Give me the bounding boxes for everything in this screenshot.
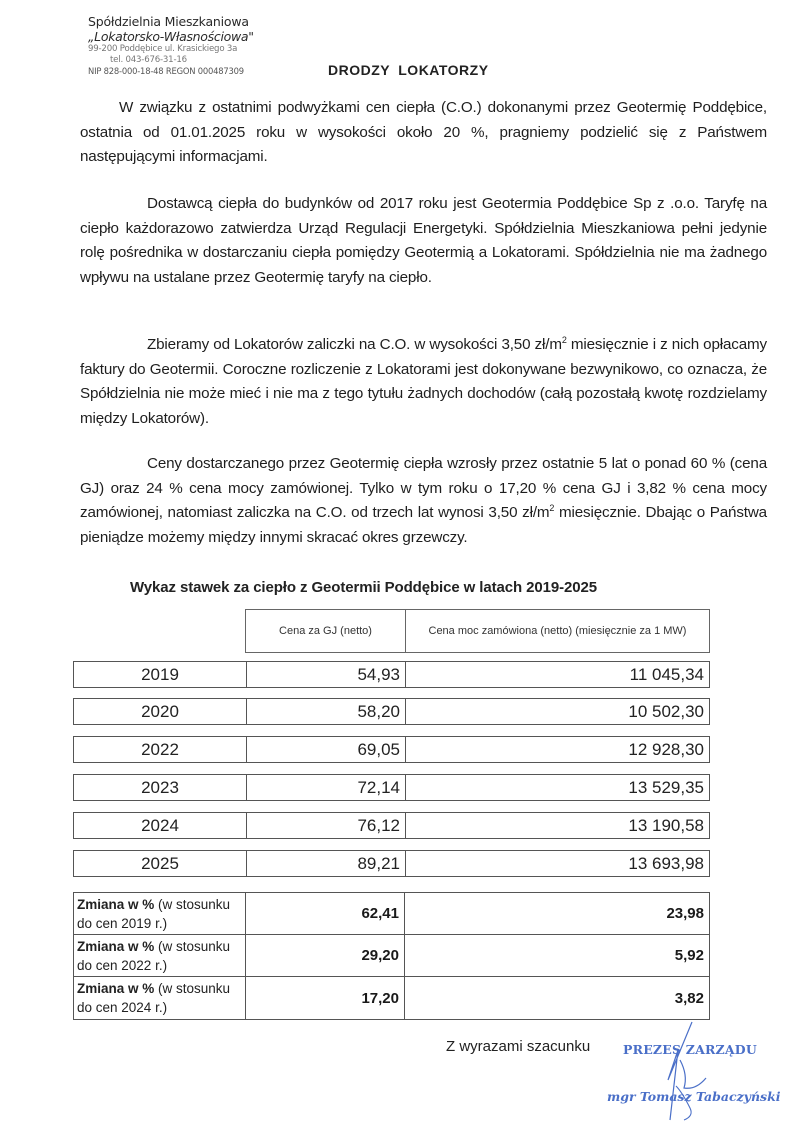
paragraph-1-text: W związku z ostatnimi podwyżkami cen ciepła (C.O.) dokonanymi przez Geotermię Poddębice, ostatnia od 01.01.2025 roku w wysokości około 20 %, pragniemy podzielić się z Państwem następującymi informacjami. xyxy=(80,99,767,165)
phone: tel. 043-676-31-16 xyxy=(110,55,187,65)
change-label xyxy=(74,893,246,934)
paragraph-3-part-a: Zbieramy od Lokatorów zaliczki na C.O. w wysokości 3,50 zł/m xyxy=(147,336,562,353)
gj-price-cell: 89,21 xyxy=(247,851,406,876)
table-title: Wykaz stawek za ciepło z Geotermii Poddębice w latach 2019-2025 xyxy=(130,579,597,596)
paragraph-4-text xyxy=(80,452,767,550)
year-cell: 2023 xyxy=(74,775,247,800)
change-gj-cell: 62,41 xyxy=(246,893,405,934)
change-mw-cell: 23,98 xyxy=(666,905,704,922)
change-label-rest: (w stosunku do cen 2019 r.) xyxy=(77,897,231,931)
table-row xyxy=(73,698,710,725)
year-cell: 2025 xyxy=(74,851,247,876)
table-header xyxy=(245,609,710,653)
superscript: 2 xyxy=(549,503,555,513)
mw-price-cell: 12 928,30 xyxy=(628,739,704,759)
paragraph-4-part-a: Ceny dostarczanego przez Geotermię ciepła wzrosły przez ostatnie 5 lat o ponad 60 % (cena GJ) oraz 24 % cena mocy zamówionej. Tylko w tym roku o 17,20 % cena GJ i 3,82 % cena mocy zamówionej, natomiast zaliczka na C.O. od trzech lat wynosi 3,50 zł/m xyxy=(80,455,767,521)
mw-price-cell: 13 190,58 xyxy=(628,815,704,835)
change-label-rest: (w stosunku do cen 2024 r.) xyxy=(77,981,231,1015)
change-label xyxy=(74,935,246,976)
paragraph-2-text: Dostawcą ciepła do budynków od 2017 roku jest Geotermia Poddębice Sp z .o.o. Taryfę na ciepło każdorazowo zatwierdza Urząd Regulacji Energetyki. Spółdzielnia Mieszkaniowa pełni jedynie rolę pośrednika w dostarczaniu ciepła pomiędzy Geotermią a Lokatorami. Spółdzielnia nie ma żadnego wpływu na ustalane przez Geotermię taryfy na ciepło. xyxy=(80,195,767,286)
superscript: 2 xyxy=(561,335,567,345)
letter-title: DRODZY LOKATORZY xyxy=(328,62,489,78)
header-gj-price: Cena za GJ (netto) xyxy=(246,610,406,652)
paragraph-2 xyxy=(80,192,767,290)
stamp-name: mgr Tomasz Tabaczyński xyxy=(607,1089,781,1104)
change-row xyxy=(74,935,709,977)
year-cell: 2022 xyxy=(74,737,247,762)
cooperative-name: Spółdzielnia Mieszkaniowa xyxy=(88,14,249,29)
table-row xyxy=(73,774,710,801)
signature-icon xyxy=(640,1020,720,1123)
paragraph-3-part-b: miesięcznie i z nich opłacamy faktury do Geotermii. Coroczne rozliczenie z Lokatorami jest dokonywane bezwynikowo, co oznacza, że Spółdzielnia nie może mieć i nie ma z tego tytułu żadnych dochodów (całą pozostałą kwotę rozdzielamy między Lokatorów). xyxy=(80,336,767,427)
table-row xyxy=(73,812,710,839)
change-label xyxy=(74,977,246,1019)
table-row xyxy=(73,736,710,763)
header-mw-price: Cena moc zamówiona (netto) (miesięcznie za 1 MW) xyxy=(428,625,687,637)
change-gj-cell: 29,20 xyxy=(246,935,405,976)
address: 99-200 Poddębice ul. Krasickiego 3a xyxy=(88,44,238,54)
year-cell: 2020 xyxy=(74,699,247,724)
closing-phrase: Z wyrazami szacunku xyxy=(446,1038,591,1055)
change-mw-cell: 5,92 xyxy=(674,947,704,964)
stamp-role: PREZES ZARZĄDU xyxy=(623,1042,757,1057)
tax-ids: NIP 828-000-18-48 REGON 000487309 xyxy=(88,66,244,76)
paragraph-1 xyxy=(80,96,767,170)
change-gj-cell: 17,20 xyxy=(246,977,405,1019)
letterhead xyxy=(88,14,278,77)
mw-price-cell: 13 693,98 xyxy=(628,853,704,873)
change-table xyxy=(73,892,710,1020)
change-row xyxy=(74,977,709,1019)
paragraph-4-part-b: miesięcznie. Dbając o Państwa pieniądze możemy między innymi skracać okres grzewczy. xyxy=(80,504,767,546)
gj-price-cell: 54,93 xyxy=(247,662,406,687)
table-row xyxy=(73,850,710,877)
gj-price-cell: 76,12 xyxy=(247,813,406,838)
paragraph-3 xyxy=(80,333,767,431)
change-mw-cell: 3,82 xyxy=(674,989,704,1007)
change-label-bold: Zmiana w % xyxy=(77,981,155,996)
year-cell: 2019 xyxy=(74,662,247,687)
cooperative-subname: „Lokatorsko-Własnościowa" xyxy=(88,29,254,44)
change-label-bold: Zmiana w % xyxy=(77,939,155,954)
paragraph-3-text xyxy=(80,333,767,431)
gj-price-cell: 58,20 xyxy=(247,699,406,724)
mw-price-cell: 10 502,30 xyxy=(628,701,704,721)
table-row xyxy=(73,661,710,688)
mw-price-cell: 11 045,34 xyxy=(629,664,704,684)
gj-price-cell: 69,05 xyxy=(247,737,406,762)
change-label-bold: Zmiana w % xyxy=(77,897,155,912)
change-row xyxy=(74,893,709,935)
gj-price-cell: 72,14 xyxy=(247,775,406,800)
year-cell: 2024 xyxy=(74,813,247,838)
paragraph-4 xyxy=(80,452,767,550)
mw-price-cell: 13 529,35 xyxy=(628,777,704,797)
change-label-rest: (w stosunku do cen 2022 r.) xyxy=(77,939,231,973)
